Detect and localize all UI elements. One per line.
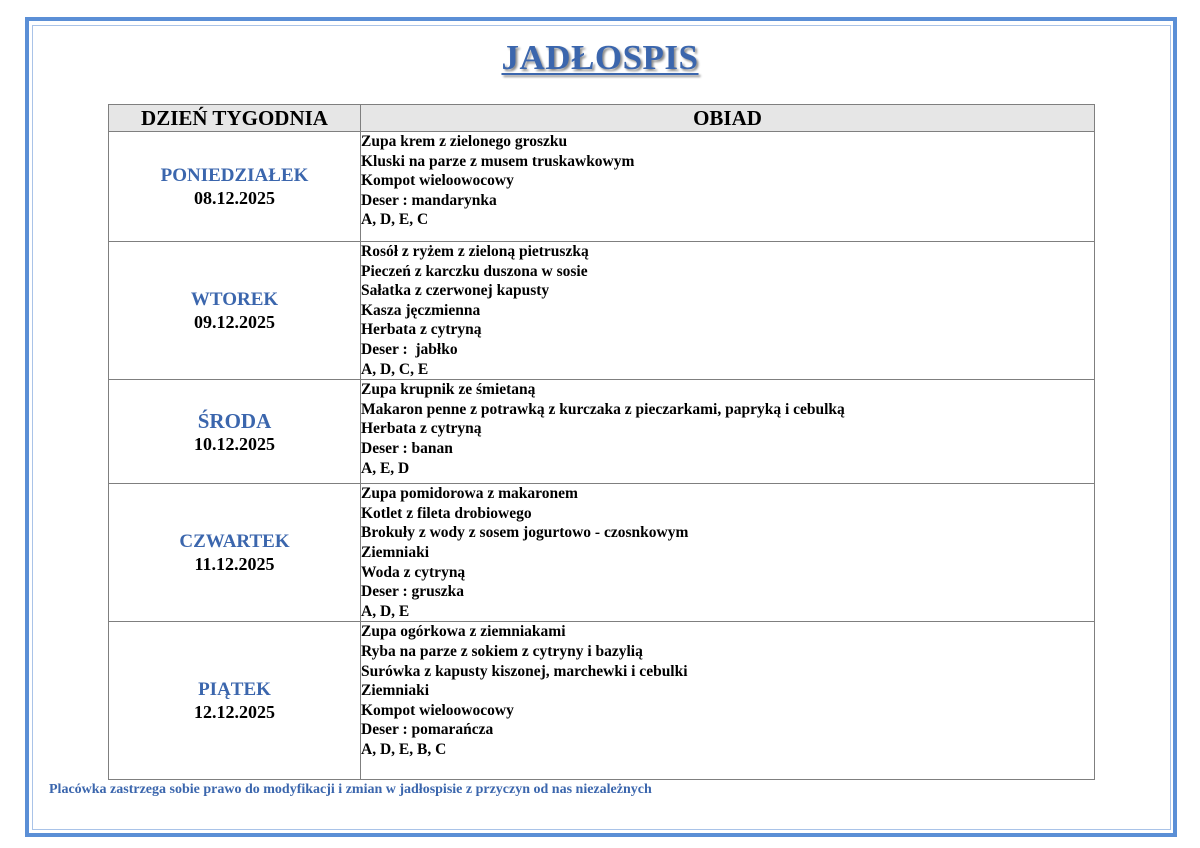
meal-item: Pieczeń z karczku duszona w sosie [361,262,588,280]
meal-item: Woda z cytryną [361,563,466,581]
meal-item: Surówka z kapusty kiszonej, marchewki i cebulki [361,662,688,680]
menu-table [108,104,1095,780]
day-name: CZWARTEK [179,530,290,552]
meal-cell [361,132,1095,242]
day-cell [109,484,361,622]
table-header-row [109,105,1095,132]
meal-item: Makaron penne z potrawką z kurczaka z pieczarkami, papryką i cebulką [361,400,845,418]
allergens: A, D, C, E [361,360,429,378]
column-header-day: DZIEŃ TYGODNIA [109,105,361,132]
page-title: JADŁOSPIS [501,38,699,77]
meal-item: Herbata z cytryną [361,321,482,339]
meal-item: Deser : gruszka [361,583,465,601]
allergens: A, D, E, B, C [361,740,447,758]
day-date: 12.12.2025 [194,701,275,722]
meal-item: Zupa krem z zielonego groszku [361,133,568,150]
meal-item: Kotlet z fileta drobiowego [361,504,532,522]
day-cell [109,622,361,780]
meal-item: Zupa ogórkowa z ziemniakami [361,623,566,641]
allergens: A, D, E, C [361,211,429,229]
table-row [109,132,1095,242]
meal-item: Sałatka z czerwonej kapusty [361,282,550,300]
day-cell [109,380,361,484]
day-name: PIĄTEK [198,678,271,700]
day-date: 10.12.2025 [194,433,275,454]
meal-cell [361,242,1095,380]
meal-item: Deser : pomarańcza [361,721,494,739]
meal-item: Ryba na parze z sokiem z cytryny i bazylią [361,642,643,660]
day-date: 08.12.2025 [194,187,275,208]
meal-item: Deser : banan [361,439,453,457]
meal-item: Ziemniaki [361,682,430,700]
day-cell [109,132,361,242]
meal-cell [361,484,1095,622]
table-row [109,622,1095,780]
meal-item: Kluski na parze z musem truskawkowym [361,152,635,170]
day-cell [109,242,361,380]
allergens: A, D, E [361,602,410,620]
meal-item: Zupa krupnik ze śmietaną [361,381,536,399]
allergens: A, E, D [361,459,410,477]
meal-item: Brokuły z wody z sosem jogurtowo - czosnkowym [361,524,689,542]
table-row [109,380,1095,484]
meal-item: Kasza jęczmienna [361,301,481,319]
day-date: 09.12.2025 [194,311,275,332]
meal-item: Herbata z cytryną [361,420,482,438]
meal-item: Rosół z ryżem z zieloną pietruszką [361,243,589,260]
day-date: 11.12.2025 [194,553,275,574]
column-header-lunch: OBIAD [361,105,1095,132]
meal-cell [361,380,1095,484]
meal-item: Deser : jabłko [361,340,458,358]
table-row [109,242,1095,380]
meal-item: Kompot wieloowocowy [361,701,514,719]
meal-item: Ziemniaki [361,543,430,561]
day-name: PONIEDZIAŁEK [160,164,309,186]
day-name: ŚRODA [197,408,272,433]
meal-item: Deser : mandarynka [361,191,497,209]
meal-cell [361,622,1095,780]
meal-item: Kompot wieloowocowy [361,172,514,190]
day-name: WTOREK [190,288,279,310]
table-row [109,484,1095,622]
footer-note: Placówka zastrzega sobie prawo do modyfikacji i zmian w jadłospisie z przyczyn od nas niezależnych [49,782,652,797]
meal-item: Zupa pomidorowa z makaronem [361,485,578,503]
